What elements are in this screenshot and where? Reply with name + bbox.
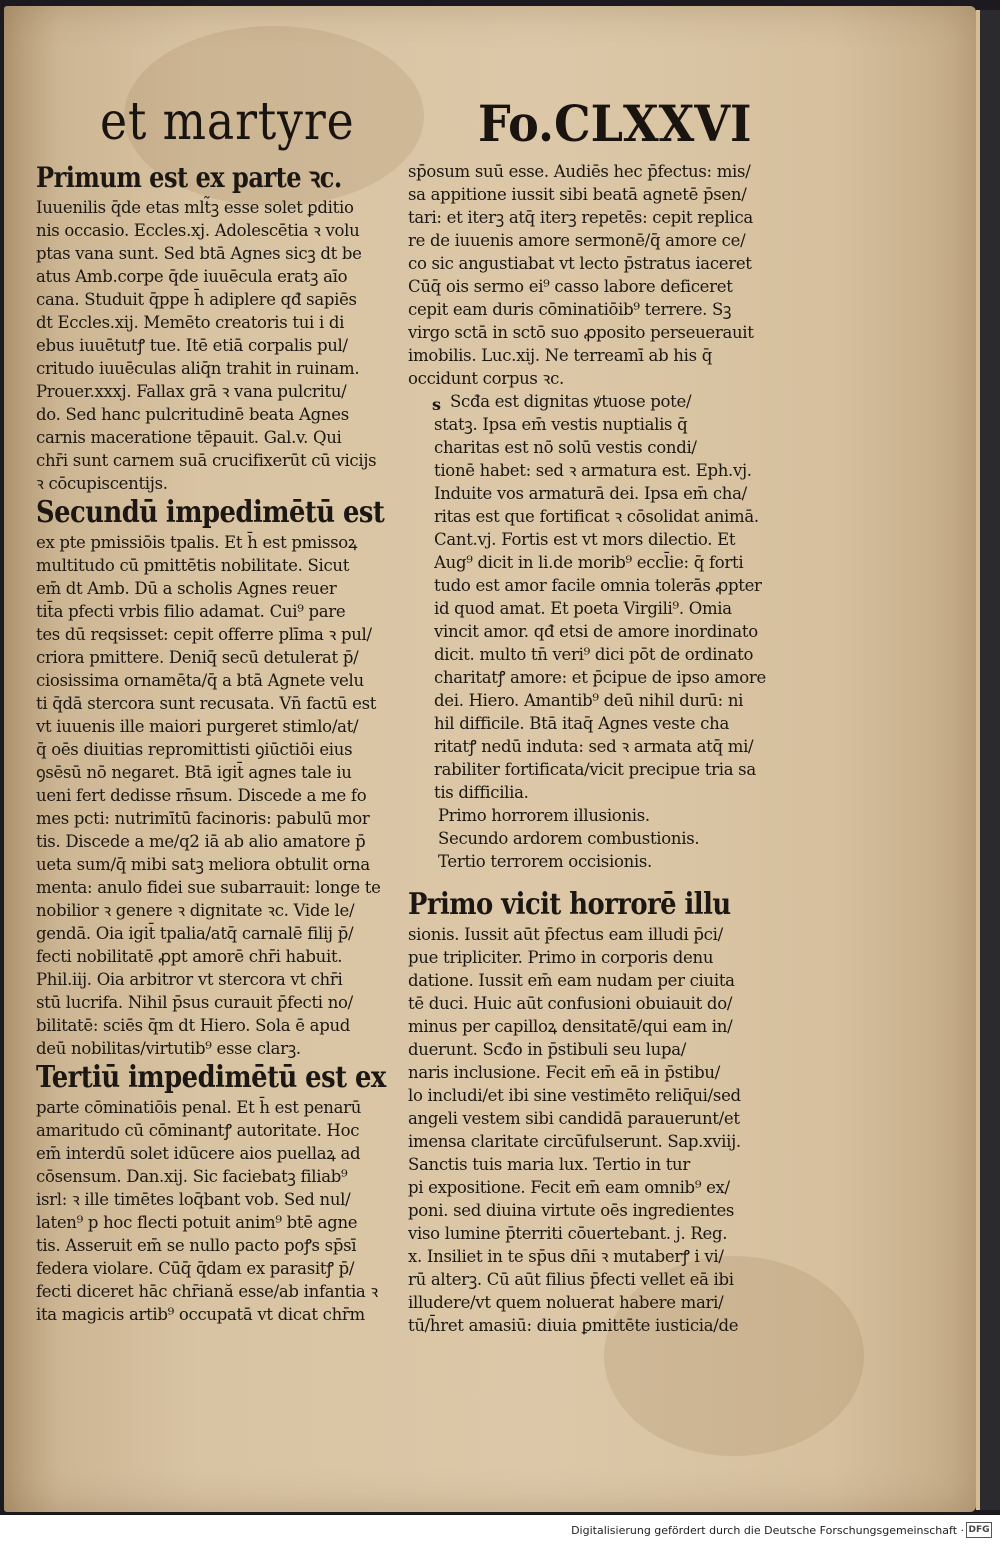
text-line: Primo horrorem illusionis. bbox=[438, 806, 650, 825]
text-line: gendā. Oia igit̄ tpalia/atq̄ carnalē filij p̄/ bbox=[36, 924, 354, 943]
text-line: ꝛ cōcupiscentijs. bbox=[36, 474, 168, 493]
text-line: cepit eam duris cōminatiōib⁹ terrere. Sꝫ bbox=[408, 300, 732, 319]
text-line: occidunt corpus ꝛc. bbox=[408, 369, 564, 388]
text-line: ciosissima ornamēta/q̄ a btā Agnete velu bbox=[36, 671, 364, 690]
text-line: ti q̄dā stercora sunt recusata. Vn̄ factū est bbox=[36, 694, 377, 713]
text-line: carnis maceratione tēpauit. Gal.v. Qui bbox=[36, 428, 342, 447]
text-line: viso lumine p̄territi cōuertebant. j. Reg. bbox=[408, 1224, 728, 1243]
text-line: em̄ dt Amb. Dū a scholis Agnes reuer bbox=[36, 579, 337, 598]
text-line: sionis. Iussit aūt p̄fectus eam illudi p̄ci/ bbox=[408, 925, 723, 944]
text-line: ueni fert dedisse rn̄sum. Discede a me fo bbox=[36, 786, 367, 805]
text-line: nobilior ꝛ genere ꝛ dignitate ꝛc. Vide le/ bbox=[36, 901, 355, 920]
text-block bbox=[408, 923, 770, 1337]
text-block bbox=[408, 160, 770, 390]
text-line: ꝯsēsū nō negaret. Btā igit̄ agnes tale iu bbox=[36, 763, 352, 782]
text-line: naris inclusione. Fecit em̄ eā in p̄stibu/ bbox=[408, 1063, 720, 1082]
text-line: tudo est amor facile omnia tolerās ꝓpter bbox=[434, 576, 762, 595]
text-block bbox=[36, 1096, 406, 1326]
text-line: dicit. multo tn̄ veri⁹ dici pōt de ordinato bbox=[434, 645, 754, 664]
text-line: poni. sed diuina virtute oēs ingredientes bbox=[408, 1201, 735, 1220]
text-line: id quod amat. Et poeta Virgili⁹. Omia bbox=[434, 599, 732, 618]
text-line: sa appitione iussit sibi beatā agnetē p̄sen/ bbox=[408, 185, 747, 204]
section-heading: Primum est ex parte ꝛc. bbox=[36, 161, 342, 194]
text-line: tis difficilia. bbox=[434, 783, 529, 802]
text-line: Induite vos armaturā dei. Ipsa em̄ cha/ bbox=[434, 484, 747, 503]
text-line: amaritudo cū cōminantꝭ autoritate. Hoc bbox=[36, 1121, 360, 1140]
section-heading: Primo vicit horrorē illu bbox=[408, 887, 731, 922]
text-line: Iuuenilis q̄de etas mlt̃ꝫ esse solet ꝑditio bbox=[36, 198, 354, 217]
footer-credit: Digitalisierung gefördert durch die Deutsche Forschungsgemeinschaft · bbox=[571, 1524, 964, 1537]
text-block bbox=[408, 413, 770, 804]
text-line: re de iuuenis amore sermonē/q̄ amore ce/ bbox=[408, 231, 746, 250]
margin-letter: s bbox=[432, 395, 442, 414]
text-line: isrl: ꝛ ille timētes loq̄bant vob. Sed nul/ bbox=[36, 1190, 351, 1209]
text-line: do. Sed hanc pulcritudinē beata Agnes bbox=[36, 405, 349, 424]
text-line: deū nobilitas/virtutib⁹ esse clarꝫ. bbox=[36, 1039, 301, 1058]
section-heading: Tertiū impedimētū est ex bbox=[36, 1060, 386, 1095]
text-line: em̄ interdū solet idūcere aios puellaꝝ ad bbox=[36, 1144, 361, 1163]
text-line: atus Amb.corpe q̄de iuuēcula eratꝫ aīo bbox=[36, 267, 348, 286]
page-header bbox=[100, 92, 800, 162]
text-line: datione. Iussit em̄ eam nudam per ciuita bbox=[408, 971, 735, 990]
text-line: ptas vana sunt. Sed btā Agnes sicꝫ dt be bbox=[36, 244, 362, 263]
text-line: Secundo ardorem combustionis. bbox=[438, 829, 700, 848]
text-line: x. Insiliet in te sp̄us dn̄i ꝛ mutaberꝭ i vi/ bbox=[408, 1247, 724, 1266]
text-line: chr̄i sunt carnem suā crucifixerūt cū vicijs bbox=[36, 451, 377, 470]
text-line: charitas est nō solū vestis condi/ bbox=[434, 438, 697, 457]
text-line: pue tripliciter. Primo in corporis denu bbox=[408, 948, 714, 967]
text-line: statꝫ. Ipsa em̄ vestis nuptialis q̄ bbox=[434, 415, 688, 434]
text-line: tē duci. Huic aūt confusioni obuiauit do/ bbox=[408, 994, 733, 1013]
text-line: ebus iuuētutꝭ tue. Itē etiā corpalis pul/ bbox=[36, 336, 348, 355]
text-line: illudere/vt quem noluerat habere mari/ bbox=[408, 1293, 724, 1312]
text-line: rabiliter fortificata/vicit precipue tria sa bbox=[434, 760, 756, 779]
dfg-logo: DFG bbox=[966, 1522, 992, 1538]
text-line: dt Eccles.xij. Memēto creatoris tui i di bbox=[36, 313, 345, 332]
text-line: vt iuuenis ille maiori purgeret stimlo/at/ bbox=[36, 717, 359, 736]
text-block bbox=[36, 196, 406, 495]
text-line: hil difficile. Btā itaq̄ Agnes veste cha bbox=[434, 714, 729, 733]
text-line: menta: anulo fidei sue subarrauit: longe te bbox=[36, 878, 381, 897]
left-column bbox=[36, 160, 406, 1326]
text-line: co sic angustiabat vt lecto p̄stratus iaceret bbox=[408, 254, 752, 273]
text-line: dei. Hiero. Amantib⁹ deū nihil durū: ni bbox=[434, 691, 744, 710]
text-line: laten⁹ p hoc flecti potuit anim⁹ btē agne bbox=[36, 1213, 358, 1232]
text-line: multitudo cū pmittētis nobilitate. Sicut bbox=[36, 556, 350, 575]
text-line: q̄ oēs diuitias repromittisti ꝯiūctiōi eius bbox=[36, 740, 353, 759]
footer-bar bbox=[0, 1515, 1000, 1545]
text-line: criora pmittere. Deniq̄ secū detulerat p̄/ bbox=[36, 648, 359, 667]
text-line: federa violare. Cūq̄ q̄dam ex parasitꝭ p̄/ bbox=[36, 1259, 355, 1278]
text-line: duerunt. Scđo in p̄stibuli seu lupa/ bbox=[408, 1040, 687, 1059]
text-line: stū lucrifa. Nihil p̄sus curauit p̄fecti no/ bbox=[36, 993, 353, 1012]
text-line: bilitatē: sciēs q̄m dt Hiero. Sola ē apud bbox=[36, 1016, 351, 1035]
text-line: Phil.iij. Oia arbitror vt stercora vt chr̄i bbox=[36, 970, 343, 989]
page-edge bbox=[976, 10, 1000, 1510]
text-line: tit̄a pfecti vrbis filio adamat. Cui⁹ pare bbox=[36, 602, 346, 621]
text-line: tionē habet: sed ꝛ armatura est. Eph.vj. bbox=[434, 461, 752, 480]
folio-number: Fo.CLXXVI bbox=[478, 94, 752, 153]
text-line: rū alterꝫ. Cū aūt filius p̄fecti vellet eā ibi bbox=[408, 1270, 734, 1289]
text-line: Cūq̄ ois sermo ei⁹ casso labore deficeret bbox=[408, 277, 733, 296]
text-line: imobilis. Luc.xij. Ne terreamī ab his q̄ bbox=[408, 346, 712, 365]
text-line: virgo sctā in sctō suo ꝓposito perseuerauit bbox=[408, 323, 754, 342]
text-line: tis. Asseruit em̄ se nullo pacto poꝭs sp̄sī bbox=[36, 1236, 357, 1255]
text-line: cōsensum. Dan.xij. Sic faciebatꝫ filiab⁹ bbox=[36, 1167, 348, 1186]
text-line: sp̄osum suū esse. Audiēs hec p̄fectus: mis/ bbox=[408, 162, 751, 181]
text-line: Tertio terrorem occisionis. bbox=[438, 852, 652, 871]
text-line: vincit amor. qđ etsi de amore inordinato bbox=[434, 622, 758, 641]
text-line: ritas est que fortificat ꝛ cōsolidat animā. bbox=[434, 507, 759, 526]
text-line: lo includi/et ibi sine vestimēto reliq̄ui/sed bbox=[408, 1086, 741, 1105]
text-line: Prouer.xxxj. Fallax grā ꝛ vana pulcritu/ bbox=[36, 382, 347, 401]
text-line: charitatꝭ amore: et p̄cipue de ipso amore bbox=[434, 668, 766, 687]
text-line: fecti nobilitatē ꝓpt amorē chr̄i habuit. bbox=[36, 947, 343, 966]
text-line: imensa claritate circūfulserunt. Sap.xviij. bbox=[408, 1132, 741, 1151]
text-line: parte cōminatiōis penal. Et h̄ est penarū bbox=[36, 1098, 362, 1117]
text-line: tari: et iterꝫ atq̄ iterꝫ repetēs: cepit replica bbox=[408, 208, 753, 227]
text-line: minus per capilloꝝ densitatē/qui eam in/ bbox=[408, 1017, 733, 1036]
text-line: tes dū reqsisset: cepit offerre plīma ꝛ pul/ bbox=[36, 625, 372, 644]
section-heading: Secundū impedimētū est bbox=[36, 495, 385, 530]
text-line: mes pcti: nutrimītū facinoris: pabulū mor bbox=[36, 809, 370, 828]
text-line: critudo iuuēculas aliq̄n trahit in ruinam. bbox=[36, 359, 360, 378]
text-line: nis occasio. Eccles.xj. Adolescētia ꝛ volu bbox=[36, 221, 360, 240]
text-line: ritatꝭ nedū induta: sed ꝛ armata atq̄ mi/ bbox=[434, 737, 754, 756]
text-line: Scđa est dignitas ꝟtuose pote/ bbox=[450, 392, 692, 411]
text-line: tū/h̄ret amasiū: diuia ꝑmittēte iusticia/de bbox=[408, 1316, 739, 1335]
text-line: fecti diceret hāc chr̄iană esse/ab infantia ꝛ bbox=[36, 1282, 378, 1301]
text-line: Sanctis tuis maria lux. Tertio in tur bbox=[408, 1155, 690, 1174]
text-line: cana. Studuit q̄ppe h̄ adiplere qđ sapiēs bbox=[36, 290, 357, 309]
text-line: Aug⁹ dicit in li.de morib⁹ eccl̄ie: q̄ forti bbox=[434, 553, 744, 572]
right-column bbox=[408, 160, 770, 1337]
text-line: ueta sum/q̄ mibi satꝫ meliora obtulit orna bbox=[36, 855, 370, 874]
running-title: et martyre bbox=[100, 92, 355, 152]
text-line: pi expositione. Fecit em̄ eam omnib⁹ ex/ bbox=[408, 1178, 730, 1197]
text-line: angeli vestem sibi candidā parauerunt/et bbox=[408, 1109, 740, 1128]
text-line: Cant.vj. Fortis est vt mors dilectio. Et bbox=[434, 530, 736, 549]
text-line: ita magicis artib⁹ occupatā vt dicat chr̄m bbox=[36, 1305, 365, 1324]
text-block bbox=[36, 531, 406, 1060]
list bbox=[408, 804, 770, 873]
text-line: tis. Discede a me/q2 iā ab alio amatore p̄ bbox=[36, 832, 366, 851]
text-line: ex pte pmissiōis tpalis. Et h̄ est pmissoꝝ bbox=[36, 533, 358, 552]
